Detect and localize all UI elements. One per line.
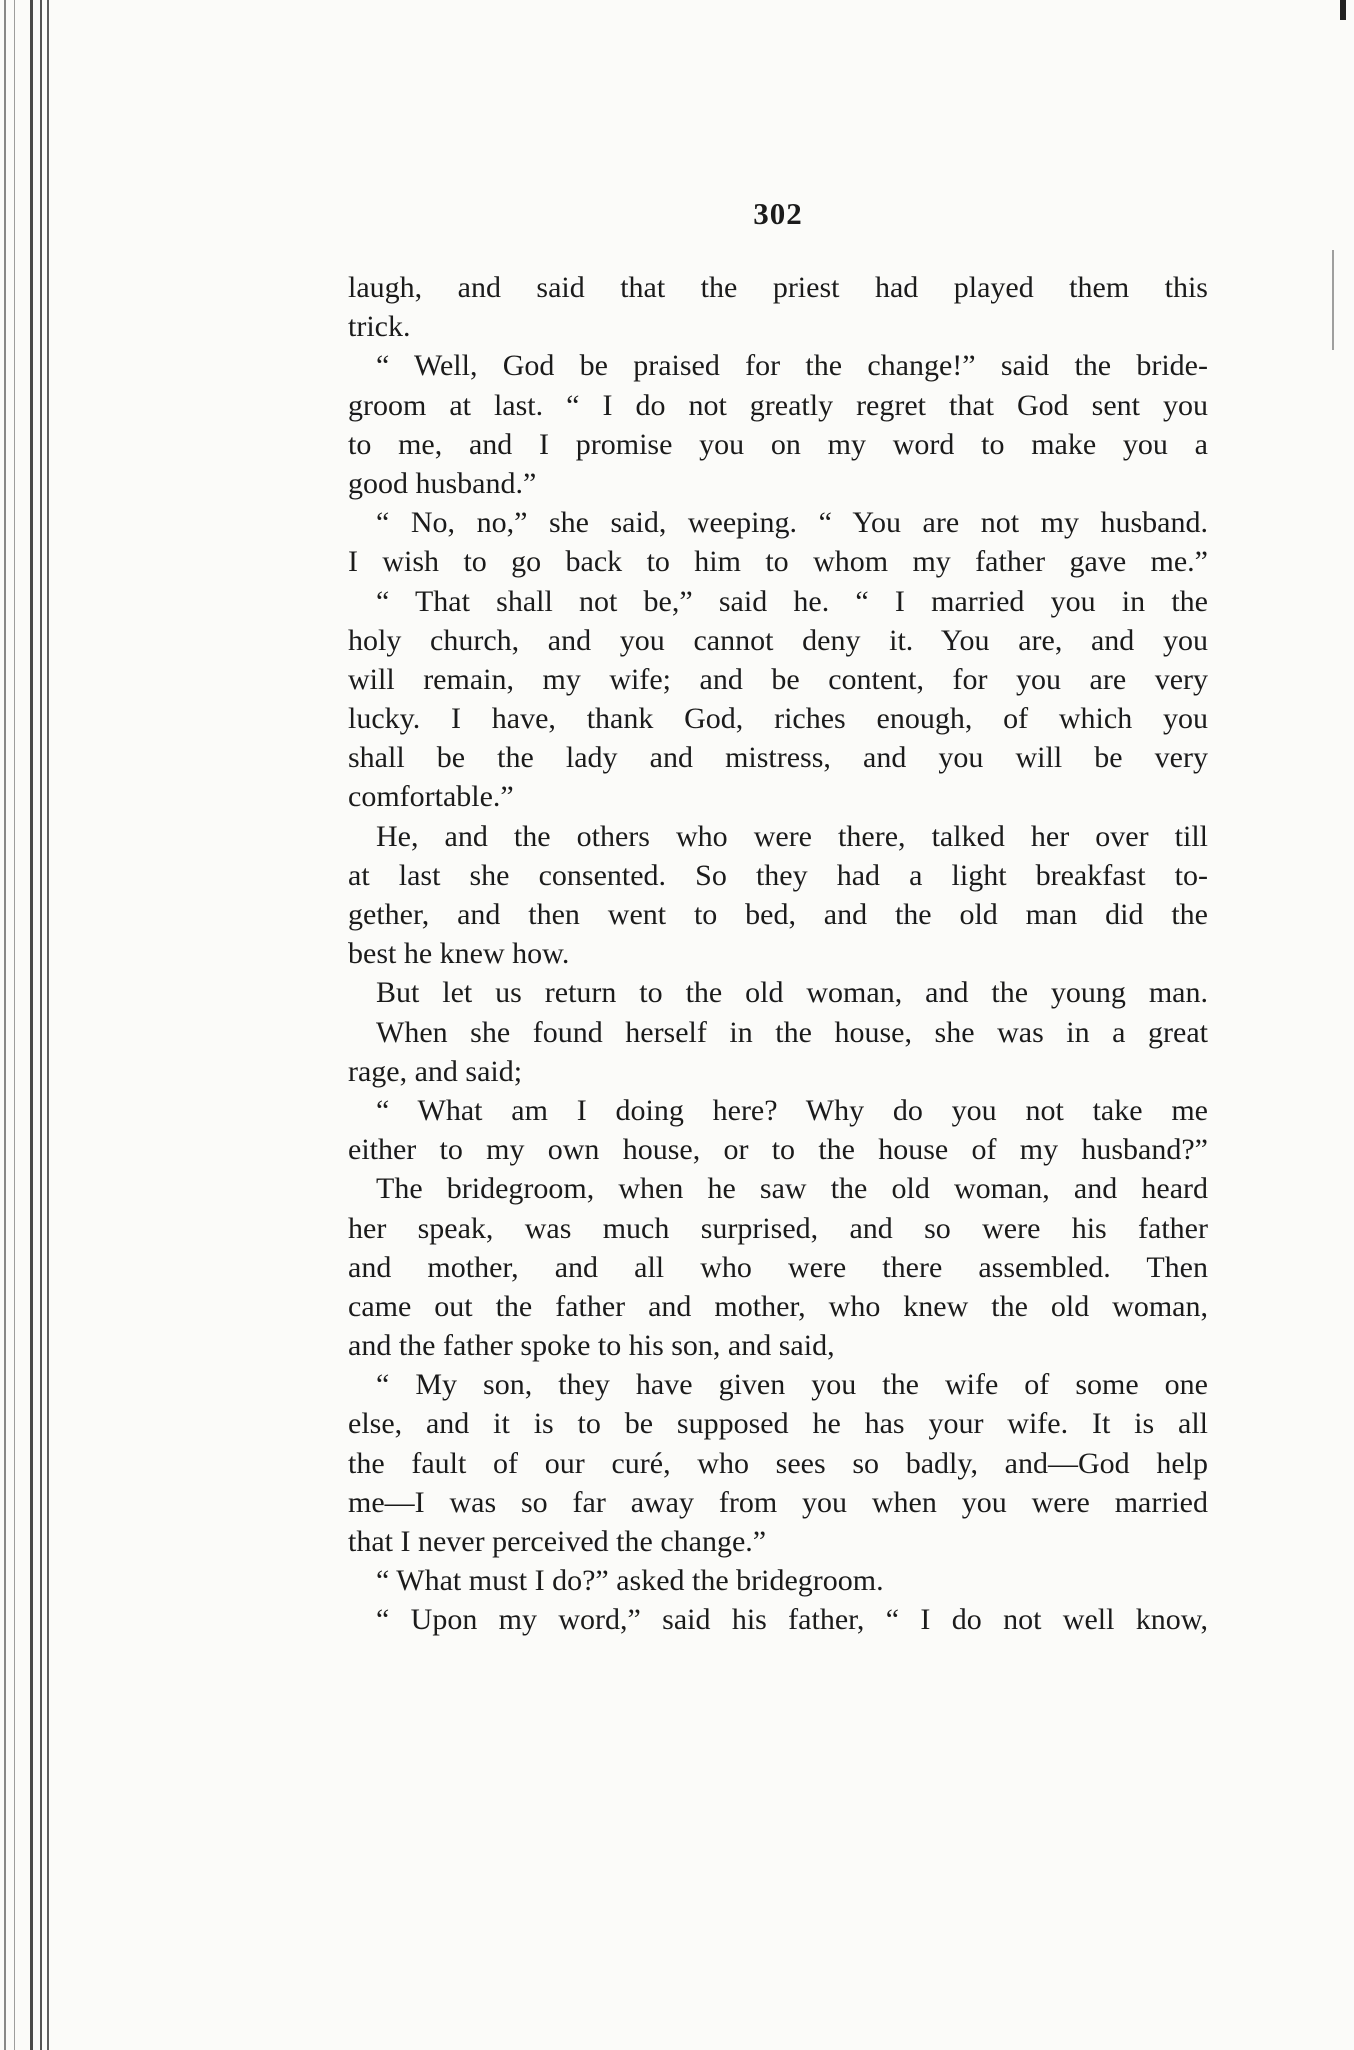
text-line: When she found herself in the house, she was in a great [376,1015,1208,1049]
text-line: at last she consented. So they had a light breakfast to- [348,858,1208,892]
text-line: her speak, was much surprised, and so were his father [348,1211,1208,1245]
page-text-body [348,268,1208,1640]
text-line: else, and it is to be supposed he has your wife. It is all [348,1407,1208,1441]
text-line: the fault of our curé, who sees so badly, and—God help [348,1446,1208,1480]
text-line: will remain, my wife; and be content, for you are very [348,662,1208,696]
text-line: trick. [348,310,411,344]
text-line: good husband.” [348,466,537,500]
text-line: and mother, and all who were there assembled. Then [348,1250,1208,1284]
text-line: rage, and said; [348,1054,523,1088]
text-line: laugh, and said that the priest had played them this [348,271,1208,304]
text-line: that I never perceived the change.” [348,1525,767,1558]
text-line: But let us return to the old woman, and the young man. [376,976,1208,1010]
binding-edge-line [4,0,6,2050]
text-line: “ Upon my word,” said his father, “ I do not well know, [376,1603,1208,1637]
text-line: shall be the lady and mistress, and you will be very [348,741,1208,775]
binding-edge-line [30,0,33,2050]
scan-edge-mark [1332,250,1334,350]
text-line: lucky. I have, thank God, riches enough, of which you [348,702,1208,736]
scan-edge-mark [1340,0,1346,20]
text-line: He, and the others who were there, talked her over till [376,819,1208,853]
text-line: me—I was so far away from you when you were married [348,1485,1208,1519]
text-line: groom at last. “ I do not greatly regret that God sent you [348,388,1208,422]
binding-edge-line [14,0,15,2050]
text-line: holy church, and you cannot deny it. You are, and you [348,623,1208,657]
text-line: “ What must I do?” asked the bridegroom. [376,1564,884,1598]
binding-edge-line [40,0,42,2050]
text-line: “ No, no,” she said, weeping. “ You are not my husband. [376,506,1208,540]
binding-edge-line [47,0,49,2050]
text-line: “ That shall not be,” said he. “ I married you in the [376,584,1208,618]
text-line: and the father spoke to his son, and said, [348,1329,835,1363]
text-line: came out the father and mother, who knew the old woman, [348,1289,1208,1323]
text-line: “ My son, they have given you the wife of some one [376,1368,1208,1402]
text-line: The bridegroom, when he saw the old woman, and heard [376,1172,1208,1206]
text-line: to me, and I promise you on my word to make you a [348,427,1208,461]
page-number: 302 [753,196,803,231]
text-line: either to my own house, or to the house of my husband?” [348,1133,1208,1167]
text-line: I wish to go back to him to whom my father gave me.” [348,545,1208,579]
text-line: “ Well, God be praised for the change!” said the bride- [376,349,1208,383]
text-line: comfortable.” [348,780,514,814]
text-line: best he knew how. [348,937,570,971]
text-line: “ What am I doing here? Why do you not take me [376,1093,1208,1127]
text-line: gether, and then went to bed, and the old man did the [348,898,1208,931]
